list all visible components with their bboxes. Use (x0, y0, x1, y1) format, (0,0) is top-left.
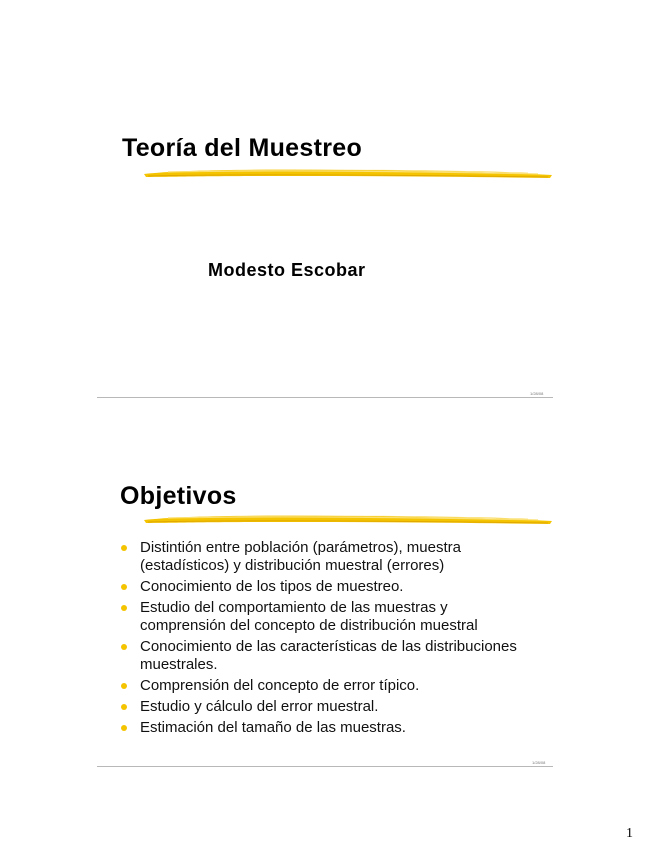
slide2-date-stamp: 1/28/08 (532, 760, 546, 765)
bullet-dot-icon (121, 683, 127, 689)
list-item (118, 638, 518, 674)
slide1-title-underline (138, 165, 556, 181)
slide1-date-stamp: 1/28/08 (530, 391, 544, 396)
objectives-list (118, 539, 518, 740)
list-item (118, 698, 518, 716)
objective-text: Comprensión del concepto de error típico. (140, 677, 420, 694)
objective-text: Estudio y cálculo del error muestral. (140, 698, 379, 715)
objective-text: Conocimiento de las características de las distribuciones muestrales. (140, 638, 517, 673)
list-item (118, 677, 518, 695)
bullet-dot-icon (121, 545, 127, 551)
bullet-dot-icon (121, 644, 127, 650)
objective-text: Conocimiento de los tipos de muestreo. (140, 578, 404, 595)
bullet-dot-icon (121, 725, 127, 731)
list-item (118, 539, 518, 575)
slide1-divider (97, 397, 553, 398)
author-name: Modesto Escobar (208, 260, 366, 280)
bullet-dot-icon (121, 704, 127, 710)
bullet-dot-icon (121, 584, 127, 590)
objective-text: Estimación del tamaño de las muestras. (140, 719, 406, 736)
list-item (118, 719, 518, 737)
list-item (118, 578, 518, 596)
page-number: 1 (626, 826, 633, 841)
list-item (118, 599, 518, 635)
slide1-title: Teoría del Muestreo (122, 134, 363, 162)
objective-text: Distintión entre población (parámetros), muestra (estadísticos) y distribución muestral (errores) (140, 539, 461, 574)
objective-text: Estudio del comportamiento de las muestras y comprensión del concepto de distribución muestral (140, 599, 478, 634)
slide2-title: Objetivos (120, 482, 237, 510)
bullet-dot-icon (121, 605, 127, 611)
slide2-title-underline (138, 511, 556, 527)
slide2-divider (97, 766, 553, 767)
